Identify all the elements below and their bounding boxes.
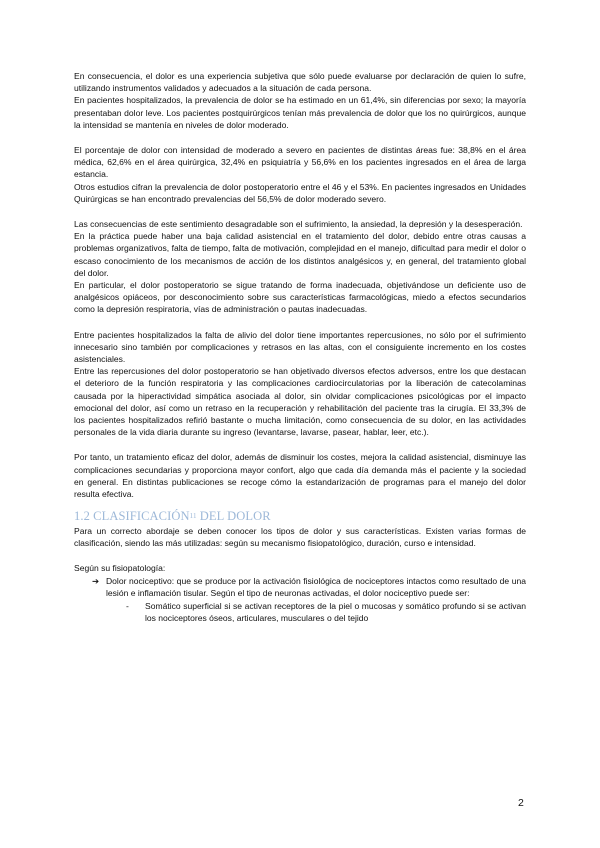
bullet-item <box>74 575 526 599</box>
paragraph: Por tanto, un tratamiento eficaz del dolor, además de disminuir los costes, mejora la calidad asistencial, disminuye las complicaciones secundarias y proporciona mayor confort, algo que cada día demanda más el paciente y la sociedad en general. En distintas publicaciones se recoge cómo la estandarización de programas para el manejo del dolor resulta efectiva. <box>74 452 526 500</box>
section-heading <box>74 510 526 522</box>
dash-list-text: Somático superficial si se activan receptores de la piel o mucosas y somático profundo si se activan los nociceptores óseos, articulares, musculares o del tejido <box>145 600 526 623</box>
dash-list-item <box>74 600 526 624</box>
dash-bullet: - <box>126 600 129 611</box>
paragraph: Entre las repercusiones del dolor postoperatorio se han objetivado diversos efectos adversos, entre los que destacan el deterioro de la función respiratoria y las complicaciones cardiocirculatorias por la liberación de catecolaminas causada por la hiperactividad simpática asociada al dolor, sin olvidar complicaciones psicológicas por el impacto emocional del dolor, así como un retraso en la recuperación y rehabilitación del paciente tras la cirugía. El 33,3% de los pacientes hospitalizados refirió bastante o mucha limitación, como consecuencia de su dolor, en las actividades personales de la vida diaria durante su ingreso (levantarse, lavarse, pasear, hablar, leer, etc.). <box>74 366 526 438</box>
paragraph: Entre pacientes hospitalizados la falta de alivio del dolor tiene importantes repercusiones, no sólo por el sufrimiento innecesario sino también por complicaciones y retrasos en las altas, con el consiguiente incremento en los costes asistenciales. <box>74 329 526 365</box>
footnote-mark: 11 <box>189 512 197 521</box>
subsection-label: Según su fisiopatología: <box>74 562 166 573</box>
bullet-text: Dolor nociceptivo: que se produce por la activación fisiológica de nociceptores intactos como resultado de una lesión e inflamación tisular. Según el tipo de neuronas activadas, el dolor nociceptivo puede ser: <box>106 576 526 599</box>
paragraph: En consecuencia, el dolor es una experiencia subjetiva que sólo puede evaluarse por declaración de quien lo sufre, utilizando instrumentos validados y adecuados a la situación de cada persona. <box>74 71 526 94</box>
paragraph: En la práctica puede haber una baja calidad asistencial en el tratamiento del dolor, debido entre otras causas a problemas organizativos, falta de tiempo, falta de motivación, complejidad en el manejo, dificultad para medir el dolor o escaso conocimiento de los mecanismos de acción de los distintos analgésicos y, en general, del tratamiento global del dolor. <box>74 231 526 278</box>
section-heading-tail: DEL DOLOR <box>196 509 271 524</box>
section-intro: Para un correcto abordaje se deben conocer los tipos de dolor y sus características. Existen varias formas de clasificación, siendo las más utilizadas: según su mecanismo fisiopatológico, duración, curso e intensidad. <box>74 525 526 548</box>
section-heading-text: 1.2 CLASIFICACIÓN <box>74 509 190 524</box>
arrow-bullet-icon: ➔ <box>92 576 100 587</box>
paragraph: Las consecuencias de este sentimiento desagradable son el sufrimiento, la ansiedad, la depresión y la desesperación. <box>74 219 523 230</box>
paragraph: En pacientes hospitalizados, la prevalencia de dolor se ha estimado en un 61,4%, sin diferencias por sexo; la mayoría presentaban dolor leve. Los pacientes postquirúrgicos tenían más prevalencia de dolor que los no quirúrgicos, aunque la intensidad se mantenía en niveles de dolor moderado. <box>74 95 526 130</box>
paragraph: Otros estudios cifran la prevalencia de dolor postoperatorio entre el 46 y el 53%. En pacientes ingresados en Unidades Quirúrgicas se han encontrado prevalencias del 56,5% de dolor moderado severo. <box>74 181 526 204</box>
page-number: 2 <box>518 797 524 809</box>
paragraph: El porcentaje de dolor con intensidad de moderado a severo en pacientes de distintas áreas fue: 38,8% en el área médica, 62,6% en el área quirúrgica, 32,4% en psiquiatría y 56,6% en los pacientes ingresados en el área de larga estancia. <box>74 145 526 180</box>
document-body <box>74 70 526 624</box>
paragraph: En particular, el dolor postoperatorio se sigue tratando de forma inadecuada, objetivándose un deficiente uso de analgésicos opiáceos, por desconocimiento sobre sus características farmacológicas, miedo a efectos secundarios como la depresión respiratoria, vías de administración o pautas inadecuadas. <box>74 280 526 315</box>
